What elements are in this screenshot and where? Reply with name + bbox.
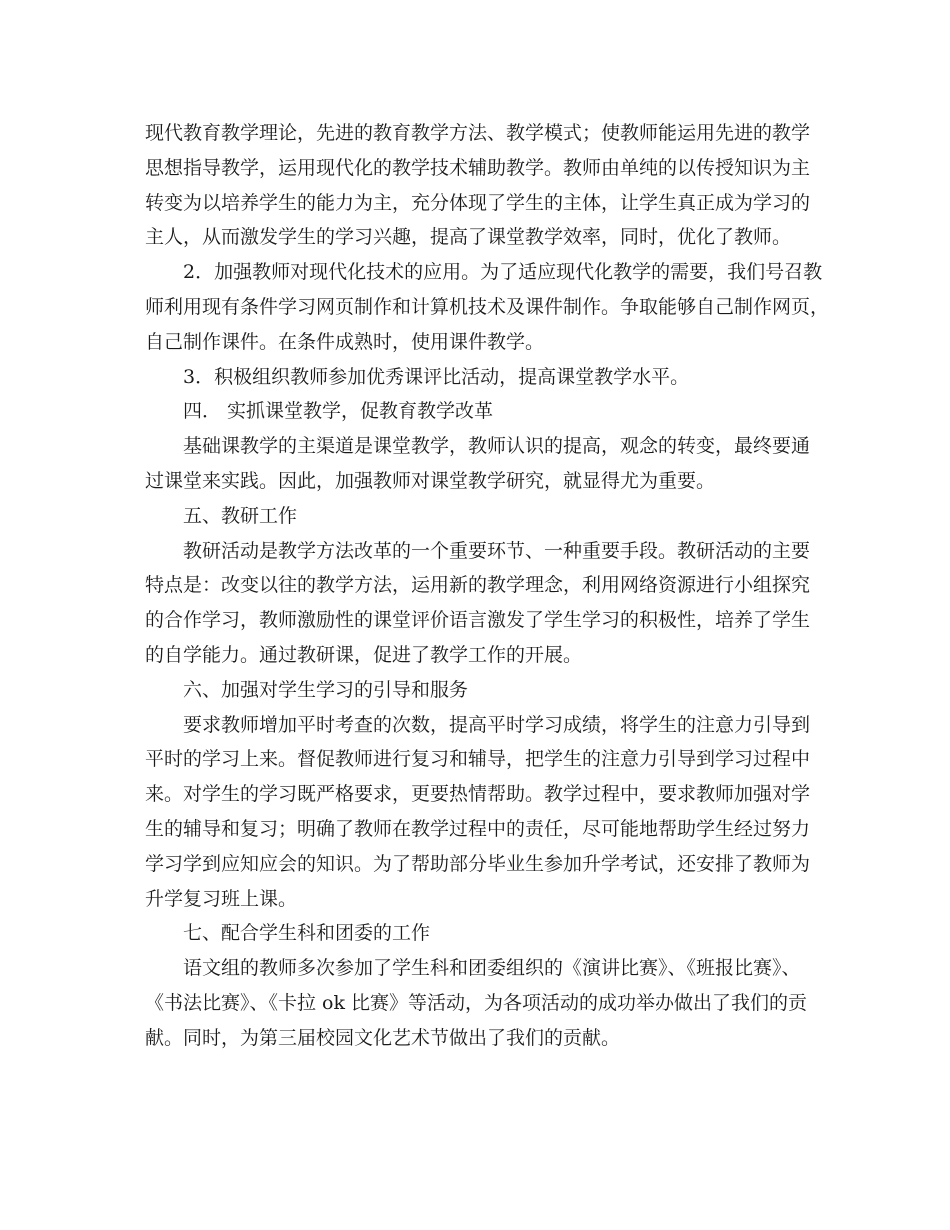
text-line: 转变为以培养学生的能力为主，充分体现了学生的主体，让学生真正成为学习的 <box>145 191 811 214</box>
text-line: 思想指导教学，运用现代化的教学技术辅助教学。教师由单纯的以传授知识为主 <box>145 156 811 179</box>
text-line: 升学复习班上课。 <box>145 887 298 910</box>
text-line: 2．加强教师对现代化技术的应用。为了适应现代化教学的需要，我们号召教 <box>183 261 823 284</box>
text-line: 五、教研工作 <box>183 504 298 527</box>
text-line: 的合作学习，教师激励性的课堂评价语言激发了学生学习的积极性，培养了学生 <box>145 609 811 632</box>
paragraph <box>145 394 810 429</box>
text-line: 来。对学生的学习既严格要求，更要热情帮助。教学过程中，要求教师加强对学 <box>145 783 811 806</box>
paragraph <box>145 360 810 395</box>
text-line: 3．积极组织教师参加优秀课评比活动，提高课堂教学水平。 <box>183 365 690 388</box>
paragraph <box>145 255 830 359</box>
paragraph <box>145 673 810 708</box>
paragraph <box>145 116 810 255</box>
text-line: 要求教师增加平时考查的次数，提高平时学习成绩，将学生的注意力引导到 <box>183 713 811 736</box>
paragraph <box>145 429 810 499</box>
text-line: 基础课教学的主渠道是课堂教学，教师认识的提高，观念的转变，最终要通 <box>183 435 811 458</box>
text-line: 七、配合学生科和团委的工作 <box>183 922 431 945</box>
text-line: 主人，从而激发学生的学习兴趣，提高了课堂教学效率，同时，优化了教师。 <box>145 226 792 249</box>
document-body <box>145 116 830 1056</box>
text-line: 的自学能力。通过教研课，促进了教学工作的开展。 <box>145 643 583 666</box>
paragraph <box>145 534 810 673</box>
text-line: 平时的学习上来。督促教师进行复习和辅导，把学生的注意力引导到学习过程中 <box>145 748 811 771</box>
paragraph <box>145 499 810 534</box>
paragraph <box>145 708 810 917</box>
text-line: 《书法比赛》、《卡拉 ok 比赛》等活动，为各项活动的成功举办做出了我们的贡 <box>145 991 808 1014</box>
text-line: 生的辅导和复习；明确了教师在教学过程中的责任，尽可能地帮助学生经过努力 <box>145 817 811 840</box>
paragraph <box>145 916 810 951</box>
text-line: 师利用现有条件学习网页制作和计算机技术及课件制作。争取能够自己制作网页， <box>145 295 830 318</box>
text-line: 四． 实抓课堂教学，促教育教学改革 <box>183 400 494 423</box>
paragraph <box>145 951 810 1055</box>
text-line: 语文组的教师多次参加了学生科和团委组织的《演讲比赛》、《班报比赛》、 <box>183 957 801 980</box>
text-line: 特点是：改变以往的教学方法，运用新的教学理念，利用网络资源进行小组探究 <box>145 574 811 597</box>
text-line: 教研活动是教学方法改革的一个重要环节、一种重要手段。教研活动的主要 <box>183 539 811 562</box>
text-line: 献。同时，为第三届校园文化艺术节做出了我们的贡献。 <box>145 1026 621 1049</box>
text-line: 过课堂来实践。因此，加强教师对课堂教学研究，就显得尤为重要。 <box>145 469 716 492</box>
text-line: 现代教育教学理论，先进的教育教学方法、教学模式；使教师能运用先进的教学 <box>145 122 811 144</box>
text-line: 学习学到应知应会的知识。为了帮助部分毕业生参加升学考试，还安排了教师为 <box>145 852 811 875</box>
text-line: 自己制作课件。在条件成熟时，使用课件教学。 <box>145 330 545 353</box>
text-line: 六、加强对学生学习的引导和服务 <box>183 678 469 701</box>
